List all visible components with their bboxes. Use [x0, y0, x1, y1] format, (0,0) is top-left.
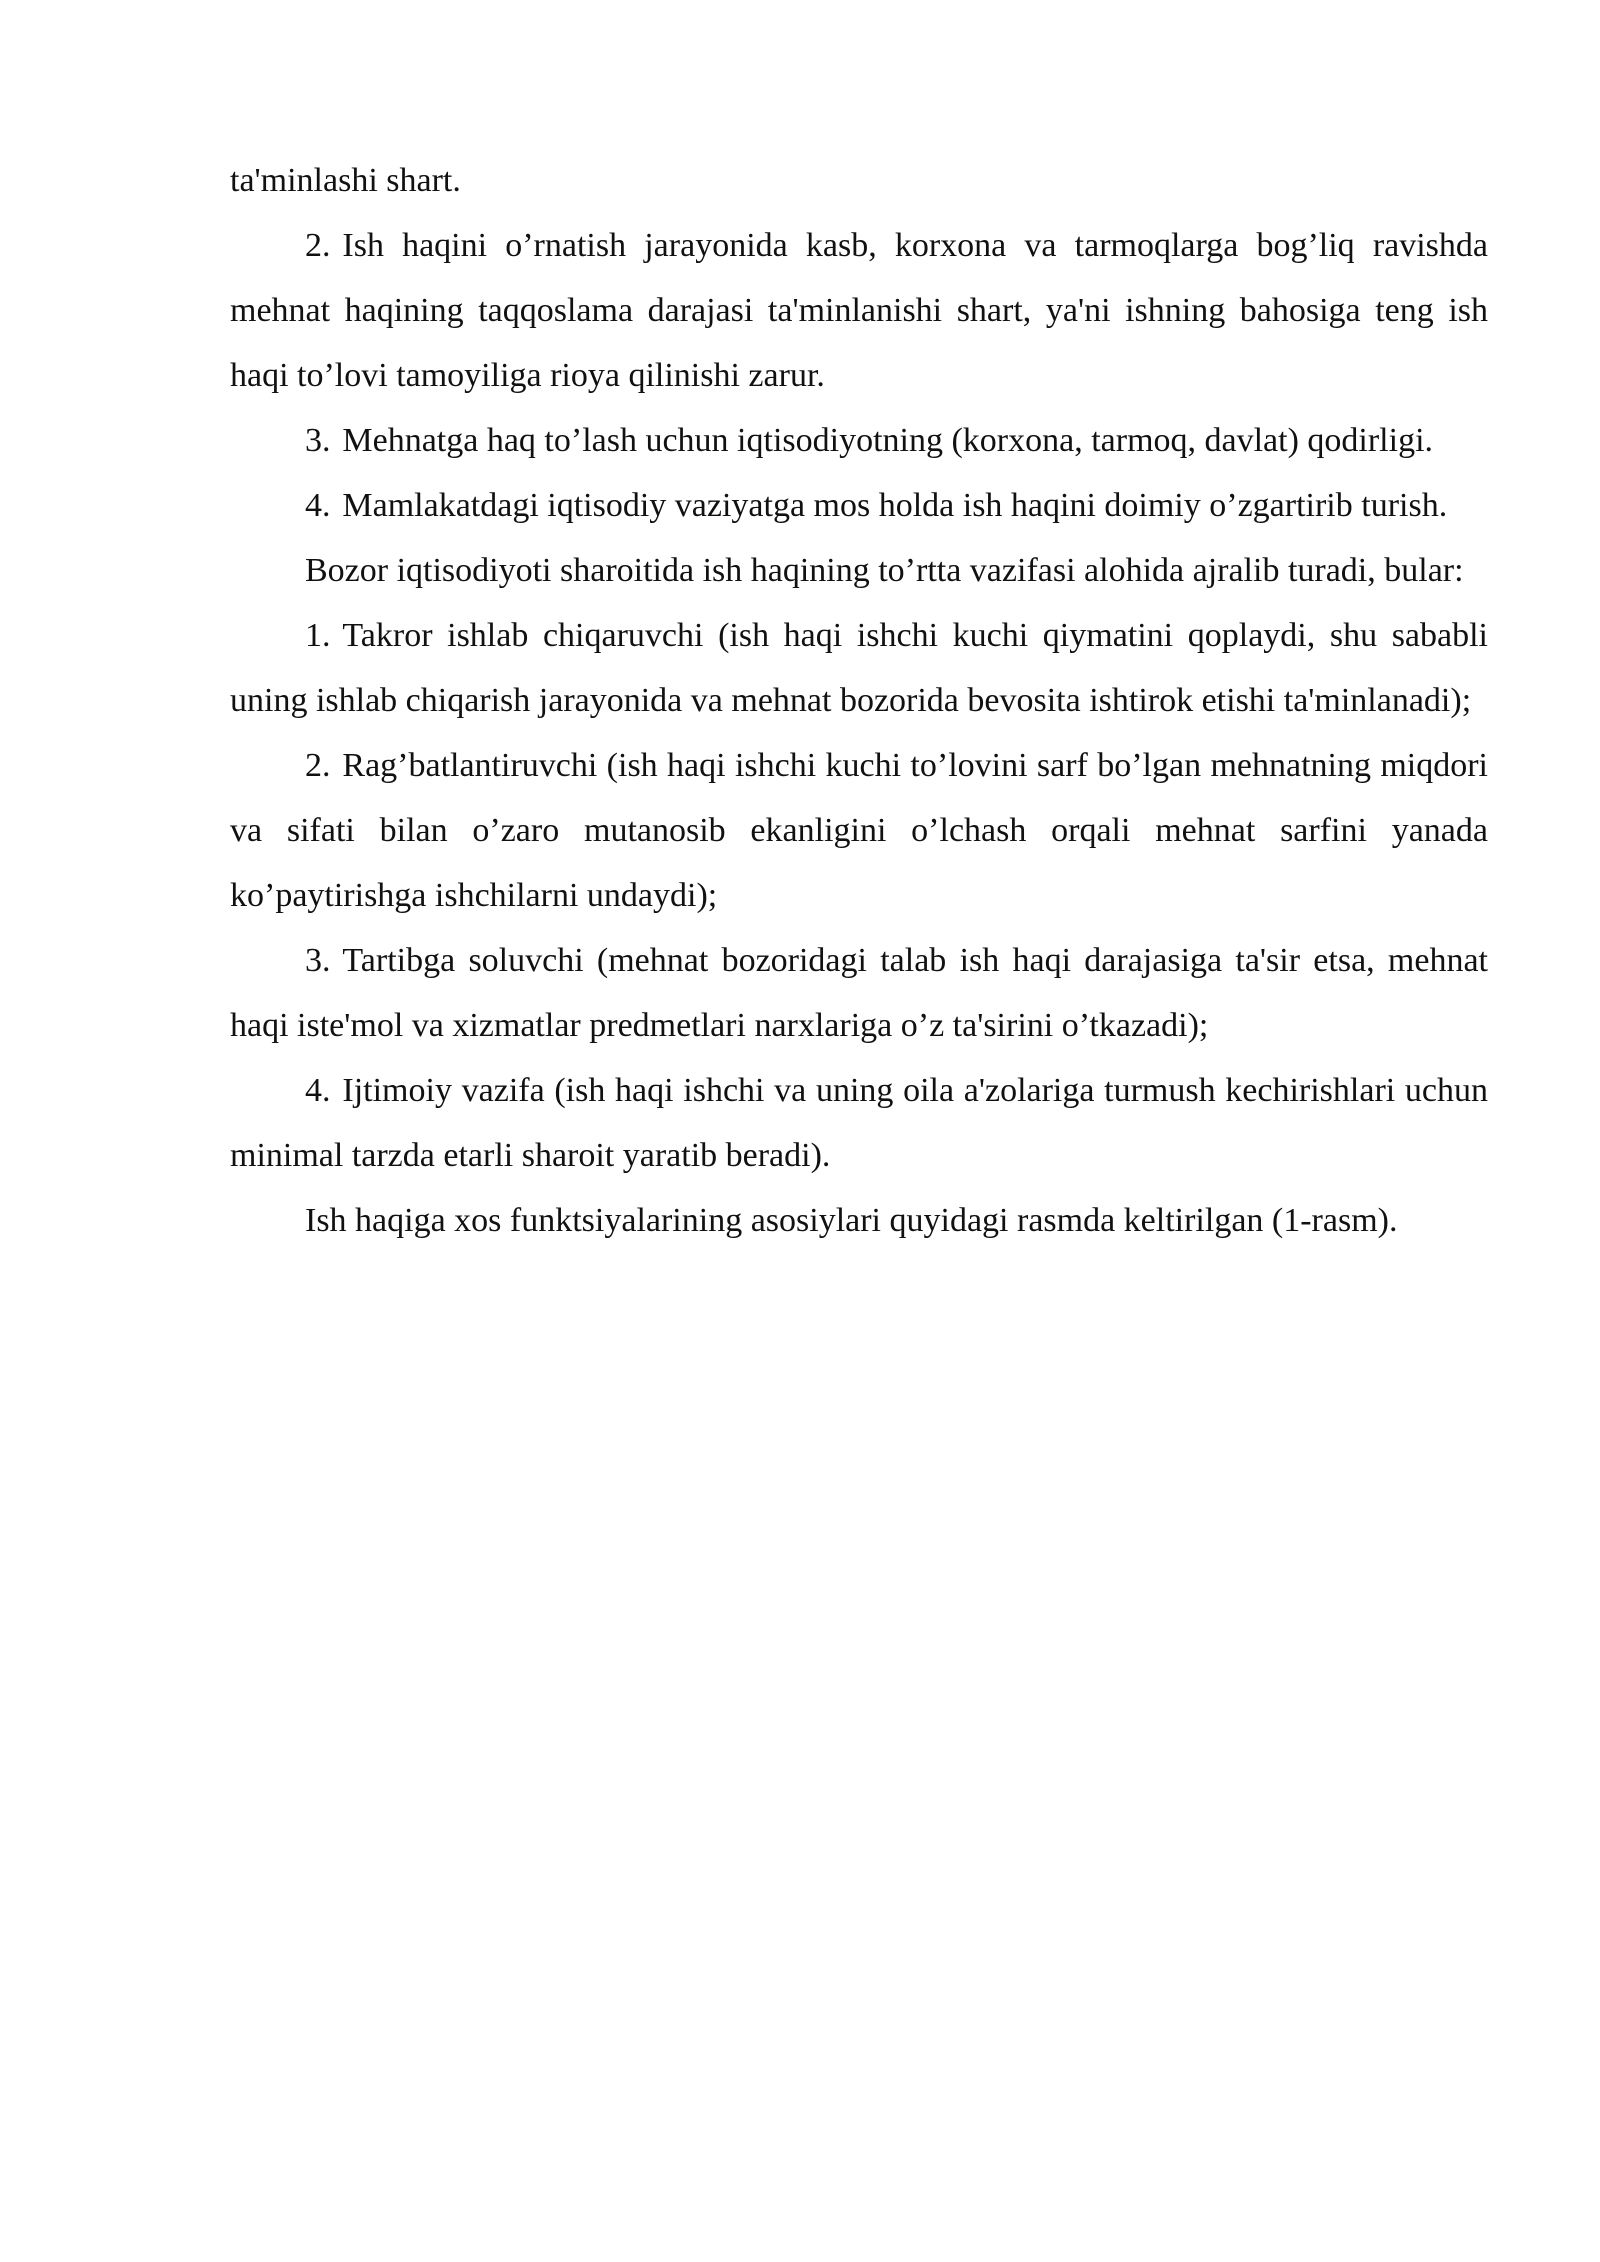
- paragraph-text: Ish haqini o’rnatish jarayonida kasb, korxona va tarmoqlarga bog’liq ravishda mehnat haqining taqqoslama darajasi ta'minlanishi shart, ya'ni ishning bahosiga teng ish haqi to’lovi tamoyiliga rioya qilinishi zarur.: [230, 227, 1488, 394]
- list-item-economy-capacity: [230, 408, 1488, 473]
- list-item-incentive-function: [230, 733, 1488, 928]
- paragraph-text: ta'minlashi shart.: [230, 162, 461, 199]
- list-item-regulatory-function: [230, 928, 1488, 1058]
- list-number: 1.: [305, 617, 331, 654]
- list-number: 4.: [305, 487, 331, 524]
- paragraph-functions-intro: [230, 538, 1488, 603]
- paragraph-text: Takror ishlab chiqaruvchi (ish haqi ishchi kuchi qiymatini qoplaydi, shu sababli uning ishlab chiqarish jarayonida va mehnat bozorida bevosita ishtirok etishi ta'minlanadi);: [230, 617, 1488, 719]
- paragraph-text: Mehnatga haq to’lash uchun iqtisodiyotning (korxona, tarmoq, davlat) qodirligi.: [342, 422, 1434, 459]
- paragraph-text: Rag’batlantiruvchi (ish haqi ishchi kuchi to’lovini sarf bo’lgan mehnatning miqdori va sifati bilan o’zaro mutanosib ekanligini o’lchash orqali mehnat sarfini yanada ko’paytirishga ishchilarni undaydi);: [230, 747, 1488, 914]
- paragraph-text: Tartibga soluvchi (mehnat bozoridagi talab ish haqi darajasiga ta'sir etsa, mehnat haqi iste'mol va xizmatlar predmetlari narxlariga o’z ta'sirini o’tkazadi);: [230, 942, 1488, 1044]
- list-number: 4.: [305, 1072, 331, 1109]
- list-item-salary-setting: [230, 213, 1488, 408]
- paragraph-continuation: [230, 148, 1488, 213]
- list-number: 2.: [305, 227, 331, 264]
- paragraph-text: Ijtimoiy vazifa (ish haqi ishchi va uning oila a'zolariga turmush kechirishlari uchun minimal tarzda etarli sharoit yaratib beradi).: [230, 1072, 1488, 1174]
- list-item-salary-adjustment: [230, 473, 1488, 538]
- list-number: 3.: [305, 942, 331, 979]
- list-item-reproductive-function: [230, 603, 1488, 733]
- list-number: 2.: [305, 747, 331, 784]
- list-item-social-function: [230, 1058, 1488, 1188]
- paragraph-text: Bozor iqtisodiyoti sharoitida ish haqining to’rtta vazifasi alohida ajralib turadi, bular:: [305, 552, 1464, 589]
- document-page: [230, 148, 1488, 1253]
- paragraph-figure-reference: [230, 1188, 1488, 1253]
- paragraph-text: Mamlakatdagi iqtisodiy vaziyatga mos holda ish haqini doimiy o’zgartirib turish.: [342, 487, 1448, 524]
- list-number: 3.: [305, 422, 331, 459]
- paragraph-text: Ish haqiga xos funktsiyalarining asosiylari quyidagi rasmda keltirilgan (1-rasm).: [305, 1202, 1398, 1239]
